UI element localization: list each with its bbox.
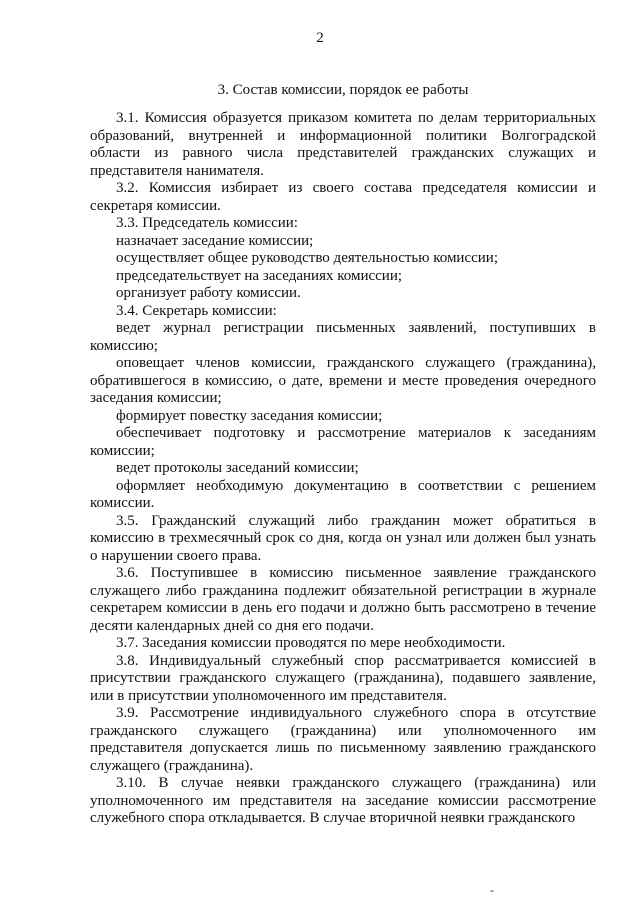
paragraph-3-1: 3.1. Комиссия образуется приказом комитета по делам территориальных образований, внутренней и информационной политики Волгоградской области из равного числа представителей гражданских служащих и представителя нанимателя. bbox=[90, 110, 596, 179]
paragraph-3-4-item: оповещает членов комиссии, гражданского служащего (гражданина), обратившегося в комиссию, о дате, времени и месте проведения очередного заседания комиссии; bbox=[90, 355, 596, 406]
paragraph-3-4: 3.4. Секретарь комиссии: bbox=[116, 302, 277, 319]
paragraph-3-7: 3.7. Заседания комиссии проводятся по мере необходимости. bbox=[116, 635, 506, 651]
paragraph-3-3-item: председательствует на заседаниях комиссии; bbox=[116, 267, 403, 284]
paragraph-3-6: 3.6. Поступившее в комиссию письменное заявление гражданского служащего либо гражданина подлежит обязательной регистрации в журнале секретарем комиссии в день его подачи и должно быть рассмотрено в течение десяти календарных дней со дня его подачи. bbox=[90, 565, 596, 634]
paragraph-3-5: 3.5. Гражданский служащий либо гражданин может обратиться в комиссию в трехмесячный срок со дня, когда он узнал или должен был узнать о нарушении своего права. bbox=[90, 512, 596, 564]
paragraph-3-8: 3.8. Индивидуальный служебный спор рассматривается комиссией в присутствии гражданского служащего (гражданина), подавшего заявление, или в присутствии уполномоченного им представителя. bbox=[90, 652, 596, 704]
paragraph-3-9: 3.9. Рассмотрение индивидуального служебного спора в отсутствие гражданского служащего (гражданина) или уполномоченного им представителя допускается лишь по письменному заявлению гражданского служащего (гражданина). bbox=[90, 705, 596, 774]
paragraph-3-3: 3.3. Председатель комиссии: bbox=[116, 215, 298, 231]
paragraph-3-10: 3.10. В случае неявки гражданского служащего (гражданина) или уполномоченного им представителя на заседание комиссии рассмотрение служебного спора откладывается. В случае вторичной неявки гражданского bbox=[90, 775, 596, 826]
paragraph-3-2: 3.2. Комиссия избирает из своего состава председателя комиссии и секретаря комиссии. bbox=[90, 180, 596, 214]
paragraph-3-3-item: назначает заседание комиссии; bbox=[116, 232, 314, 249]
document-body bbox=[90, 110, 596, 828]
paragraph-3-4-item: ведет протоколы заседаний комиссии; bbox=[116, 460, 359, 476]
page-number: 2 bbox=[316, 30, 324, 46]
paragraph-3-4-item: формирует повестку заседания комиссии; bbox=[116, 407, 383, 424]
paragraph-3-4-item: обеспечивает подготовку и рассмотрение материалов к заседаниям комиссии; bbox=[90, 425, 596, 459]
paragraph-3-3-item: организует работу комиссии. bbox=[116, 285, 301, 301]
section-title: 3. Состав комиссии, порядок ее работы bbox=[217, 82, 469, 98]
paragraph-3-4-item: ведет журнал регистрации письменных заявлений, поступивших в комиссию; bbox=[90, 320, 596, 354]
footer-mark: - bbox=[490, 883, 494, 897]
paragraph-3-3-item: осуществляет общее руководство деятельностью комиссии; bbox=[116, 250, 498, 266]
paragraph-3-4-item: оформляет необходимую документацию в соответствии с решением комиссии. bbox=[90, 477, 596, 511]
